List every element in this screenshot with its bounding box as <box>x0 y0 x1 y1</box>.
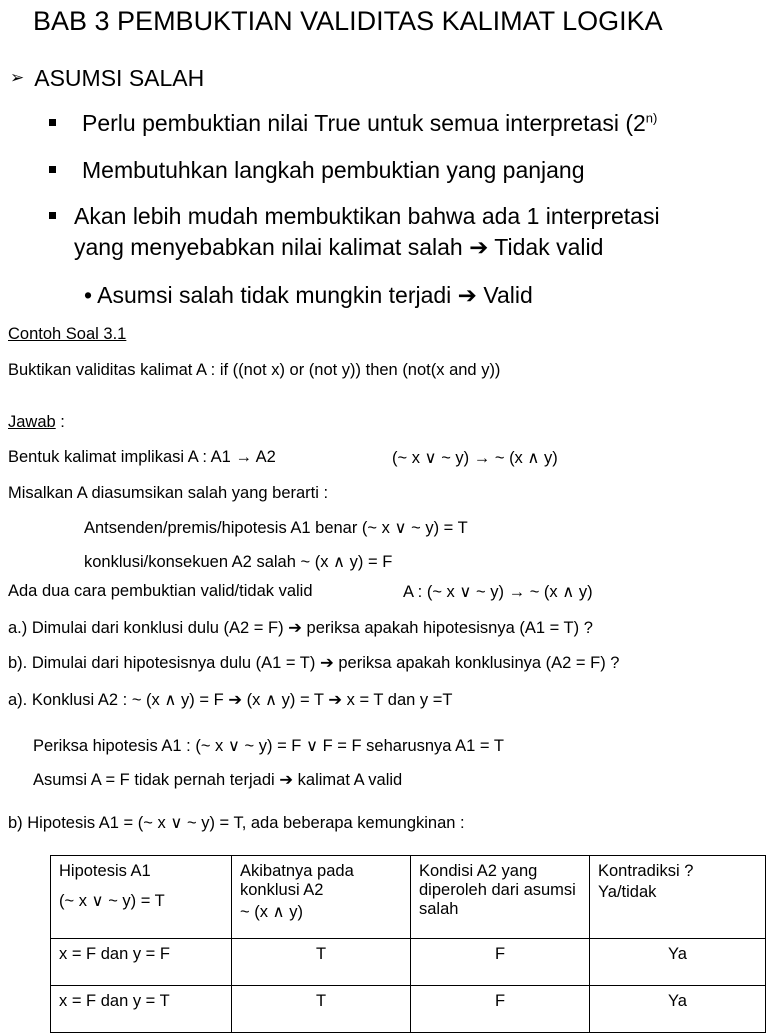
header-formula: ~ (x ∧ y) <box>240 903 303 921</box>
table-row <box>51 939 766 986</box>
example-heading: Contoh Soal 3.1 <box>8 325 127 343</box>
section-heading-text: ASUMSI SALAH <box>34 65 205 91</box>
valid-conclusion-text: Asumsi A = F tidak pernah terjadi ➔ kalimat A valid <box>33 771 403 789</box>
header-text: Kontradiksi ? <box>598 862 694 880</box>
square-bullet-icon <box>49 166 56 173</box>
assumption-text: Misalkan A diasumsikan salah yang berarti : <box>8 484 329 502</box>
square-bullet-icon <box>49 212 56 219</box>
answer-heading-text: Jawab <box>8 413 56 431</box>
bullet-item: Membutuhkan langkah pembuktian yang panjang <box>82 157 585 183</box>
bullet-text: Perlu pembuktian nilai True untuk semua interpretasi (2 <box>82 110 646 136</box>
superscript: n) <box>645 110 658 126</box>
table-cell: T <box>232 986 411 1033</box>
header-text: Kondisi A2 yang diperoleh dari asumsi salah <box>419 862 576 918</box>
table-cell: T <box>232 939 411 986</box>
conclusion-a-text: a). Konklusi A2 : ~ (x ∧ y) = F ➔ (x ∧ y) = T ➔ x = T dan y =T <box>8 691 453 709</box>
two-ways-text: Ada dua cara pembuktian valid/tidak valid <box>8 582 313 600</box>
table-cell: x = F dan y = T <box>51 986 232 1033</box>
implication-formula: (~ x ∨ ~ y) → ~ (x ∧ y) <box>392 449 558 467</box>
header-text: Akibatnya pada konklusi A2 <box>240 862 354 899</box>
two-ways-formula: A : (~ x ∨ ~ y) → ~ (x ∧ y) <box>403 583 593 601</box>
check-hypothesis-text: Periksa hipotesis A1 : (~ x ∨ ~ y) = F ∨ F = F seharusnya A1 = T <box>33 737 504 755</box>
implication-form-text: Bentuk kalimat implikasi A : A1 → A2 <box>8 448 276 466</box>
header-subtext: Ya/tidak <box>598 883 657 901</box>
consequent-text: konklusi/konsekuen A2 salah ~ (x ∧ y) = F <box>84 553 393 571</box>
page-title: BAB 3 PEMBUKTIAN VALIDITAS KALIMAT LOGIKA <box>33 6 663 36</box>
section-heading <box>10 65 204 92</box>
table-cell: Ya <box>590 986 766 1033</box>
bullet-item-continued: yang menyebabkan nilai kalimat salah ➔ Tidak valid <box>74 234 604 260</box>
arrow-bullet-icon: ➢ <box>10 68 25 88</box>
table-cell: F <box>411 939 590 986</box>
table-header-cell <box>411 856 590 939</box>
square-bullet-icon <box>49 119 56 126</box>
table-header-cell <box>232 856 411 939</box>
table-header-cell <box>590 856 766 939</box>
table-cell: x = F dan y = F <box>51 939 232 986</box>
table-header-cell <box>51 856 232 939</box>
table-cell: Ya <box>590 939 766 986</box>
sub-bullet-item: • Asumsi salah tidak mungkin terjadi ➔ Valid <box>84 282 533 308</box>
contradiction-table <box>50 855 766 1033</box>
method-b-text: b). Dimulai dari hipotesisnya dulu (A1 = T) ➔ periksa apakah konklusinya (A2 = F) ? <box>8 654 620 672</box>
antecedent-text: Antsenden/premis/hipotesis A1 benar (~ x ∨ ~ y) = T <box>84 519 468 537</box>
header-formula: (~ x ∨ ~ y) = T <box>59 892 165 910</box>
table-cell: F <box>411 986 590 1033</box>
header-text: Hipotesis A1 <box>59 862 151 880</box>
hypothesis-b-text: b) Hipotesis A1 = (~ x ∨ ~ y) = T, ada beberapa kemungkinan : <box>8 814 465 832</box>
bullet-item: Akan lebih mudah membuktikan bahwa ada 1 interpretasi <box>74 203 660 229</box>
table-row <box>51 986 766 1033</box>
problem-statement: Buktikan validitas kalimat A : if ((not x) or (not y)) then (not(x and y)) <box>8 361 501 379</box>
method-a-text: a.) Dimulai dari konklusi dulu (A2 = F) ➔ periksa apakah hipotesisnya (A1 = T) ? <box>8 619 593 637</box>
table-header-row <box>51 856 766 939</box>
answer-heading-colon: : <box>55 413 65 431</box>
answer-heading <box>8 413 65 432</box>
bullet-item <box>82 110 657 137</box>
